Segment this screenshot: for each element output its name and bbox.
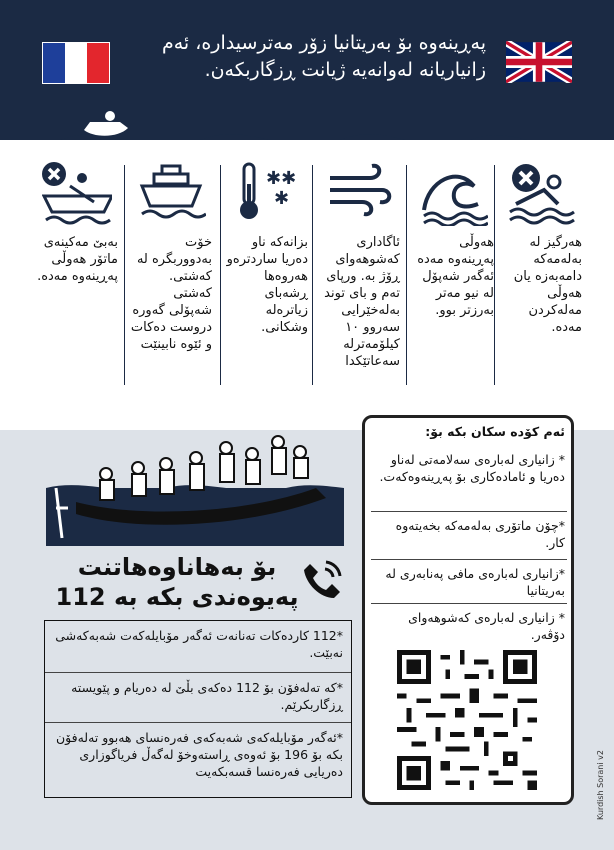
warning-text: خۆت بەدووربگرە لە کەشتی. کەشتی شەپۆلی گەورە دروست دەکات و ئێوە نابینێت — [130, 235, 212, 352]
wave-icon — [418, 160, 488, 226]
call-note: *112 کاردەکات تەنانەت ئەگەر مۆبایلەکەت شەبەکەشی نەبێت. — [45, 623, 351, 673]
call-note: *کە تەلەفۆن بۆ 112 دەکەی بڵێ لە دەریام و پێویستە ڕزگاربکرێم. — [45, 675, 351, 723]
call-title: بۆ بەهاناوەهاتنت پەیوەندی بکە بە 112 — [55, 553, 299, 611]
info-item: *چۆن ماتۆری بەلەمەکە بخەیتەوە کار. — [371, 514, 567, 560]
ship-icon — [136, 160, 206, 226]
warning-no-motor — [36, 160, 118, 390]
warning-ship — [130, 160, 212, 390]
version-label: Kurdish Sorani v2 — [596, 750, 605, 820]
info-item: * زانیاری لەبارەی کەشوهەوای دۆڤەر. — [408, 610, 565, 642]
svg-text:✱✱: ✱✱ — [266, 168, 297, 189]
warning-text: هەرگیز لە بەلەمەکە دامەبەزە یان هەوڵی مەلەکردن مەدە. — [513, 235, 582, 335]
page-title: پەڕینەوە بۆ بەریتانیا زۆر مەترسیدارە، ئەم زانیاریانە لەوانەیە ژیانت ڕزگاربکەن. — [161, 32, 486, 81]
divider — [220, 165, 221, 385]
warning-no-swimming — [500, 160, 582, 390]
no-swimming-icon — [506, 160, 576, 226]
boat-logo-icon — [80, 108, 132, 138]
divider — [124, 165, 125, 385]
phone-icon — [300, 558, 344, 602]
info-heading: ئەم کۆدە سکان بکە بۆ: — [425, 424, 565, 439]
divider — [494, 165, 495, 385]
crowded-boat-illustration — [46, 428, 344, 546]
qr-code[interactable] — [397, 650, 537, 790]
svg-text:✱: ✱ — [274, 188, 290, 209]
divider — [312, 165, 313, 385]
divider — [406, 165, 407, 385]
info-item: * زانیاری لەبارەی سەلامەتی لەناو دەریا و ئامادەکاری بۆ پەڕینەوەکەت. — [371, 448, 567, 512]
wind-icon — [324, 160, 394, 226]
warning-wave — [412, 160, 494, 390]
info-box — [362, 415, 574, 805]
uk-flag — [506, 41, 572, 83]
call-note: *ئەگەر مۆبایلەکەی شەبەکەی فەرەنسای هەبوو تەلەفۆن بکە بۆ 196 بۆ ئەوەی ڕاستەوخۆ لەگەڵ فریاگوزاری دەریایی فەرەنسا قسەبکەیت — [55, 730, 343, 779]
warning-cold — [226, 160, 308, 390]
cold-thermometer-icon — [232, 160, 302, 226]
france-flag — [42, 42, 110, 84]
warning-text: ئاگاداری کەشوهەوای ڕۆژ بە. ورپای تەم و بای توند بەلەخێرایی سەروو ۱٠ کیلۆمەترلە سەعاتێکدا — [324, 235, 400, 369]
warning-text: بزانەکە ناو دەریا ساردترەو هەروەها ڕشەبای زیاترەلە وشکانی. — [226, 235, 308, 335]
warning-text: بەبێ مەکینەی ماتۆر هەوڵی پەڕینەوە مەدە. — [37, 235, 118, 284]
warning-text: هەوڵی پەڕینەوە مەدە ئەگەر شەپۆل لە نیو مەتر بەرزتر بوو. — [417, 235, 494, 318]
no-motor-boat-icon — [42, 160, 112, 226]
info-item: *زانیاری لەبارەی مافی پەنابەری لە بەریتانیا — [371, 562, 567, 604]
call-notes — [44, 620, 352, 798]
warning-wind — [318, 160, 400, 390]
